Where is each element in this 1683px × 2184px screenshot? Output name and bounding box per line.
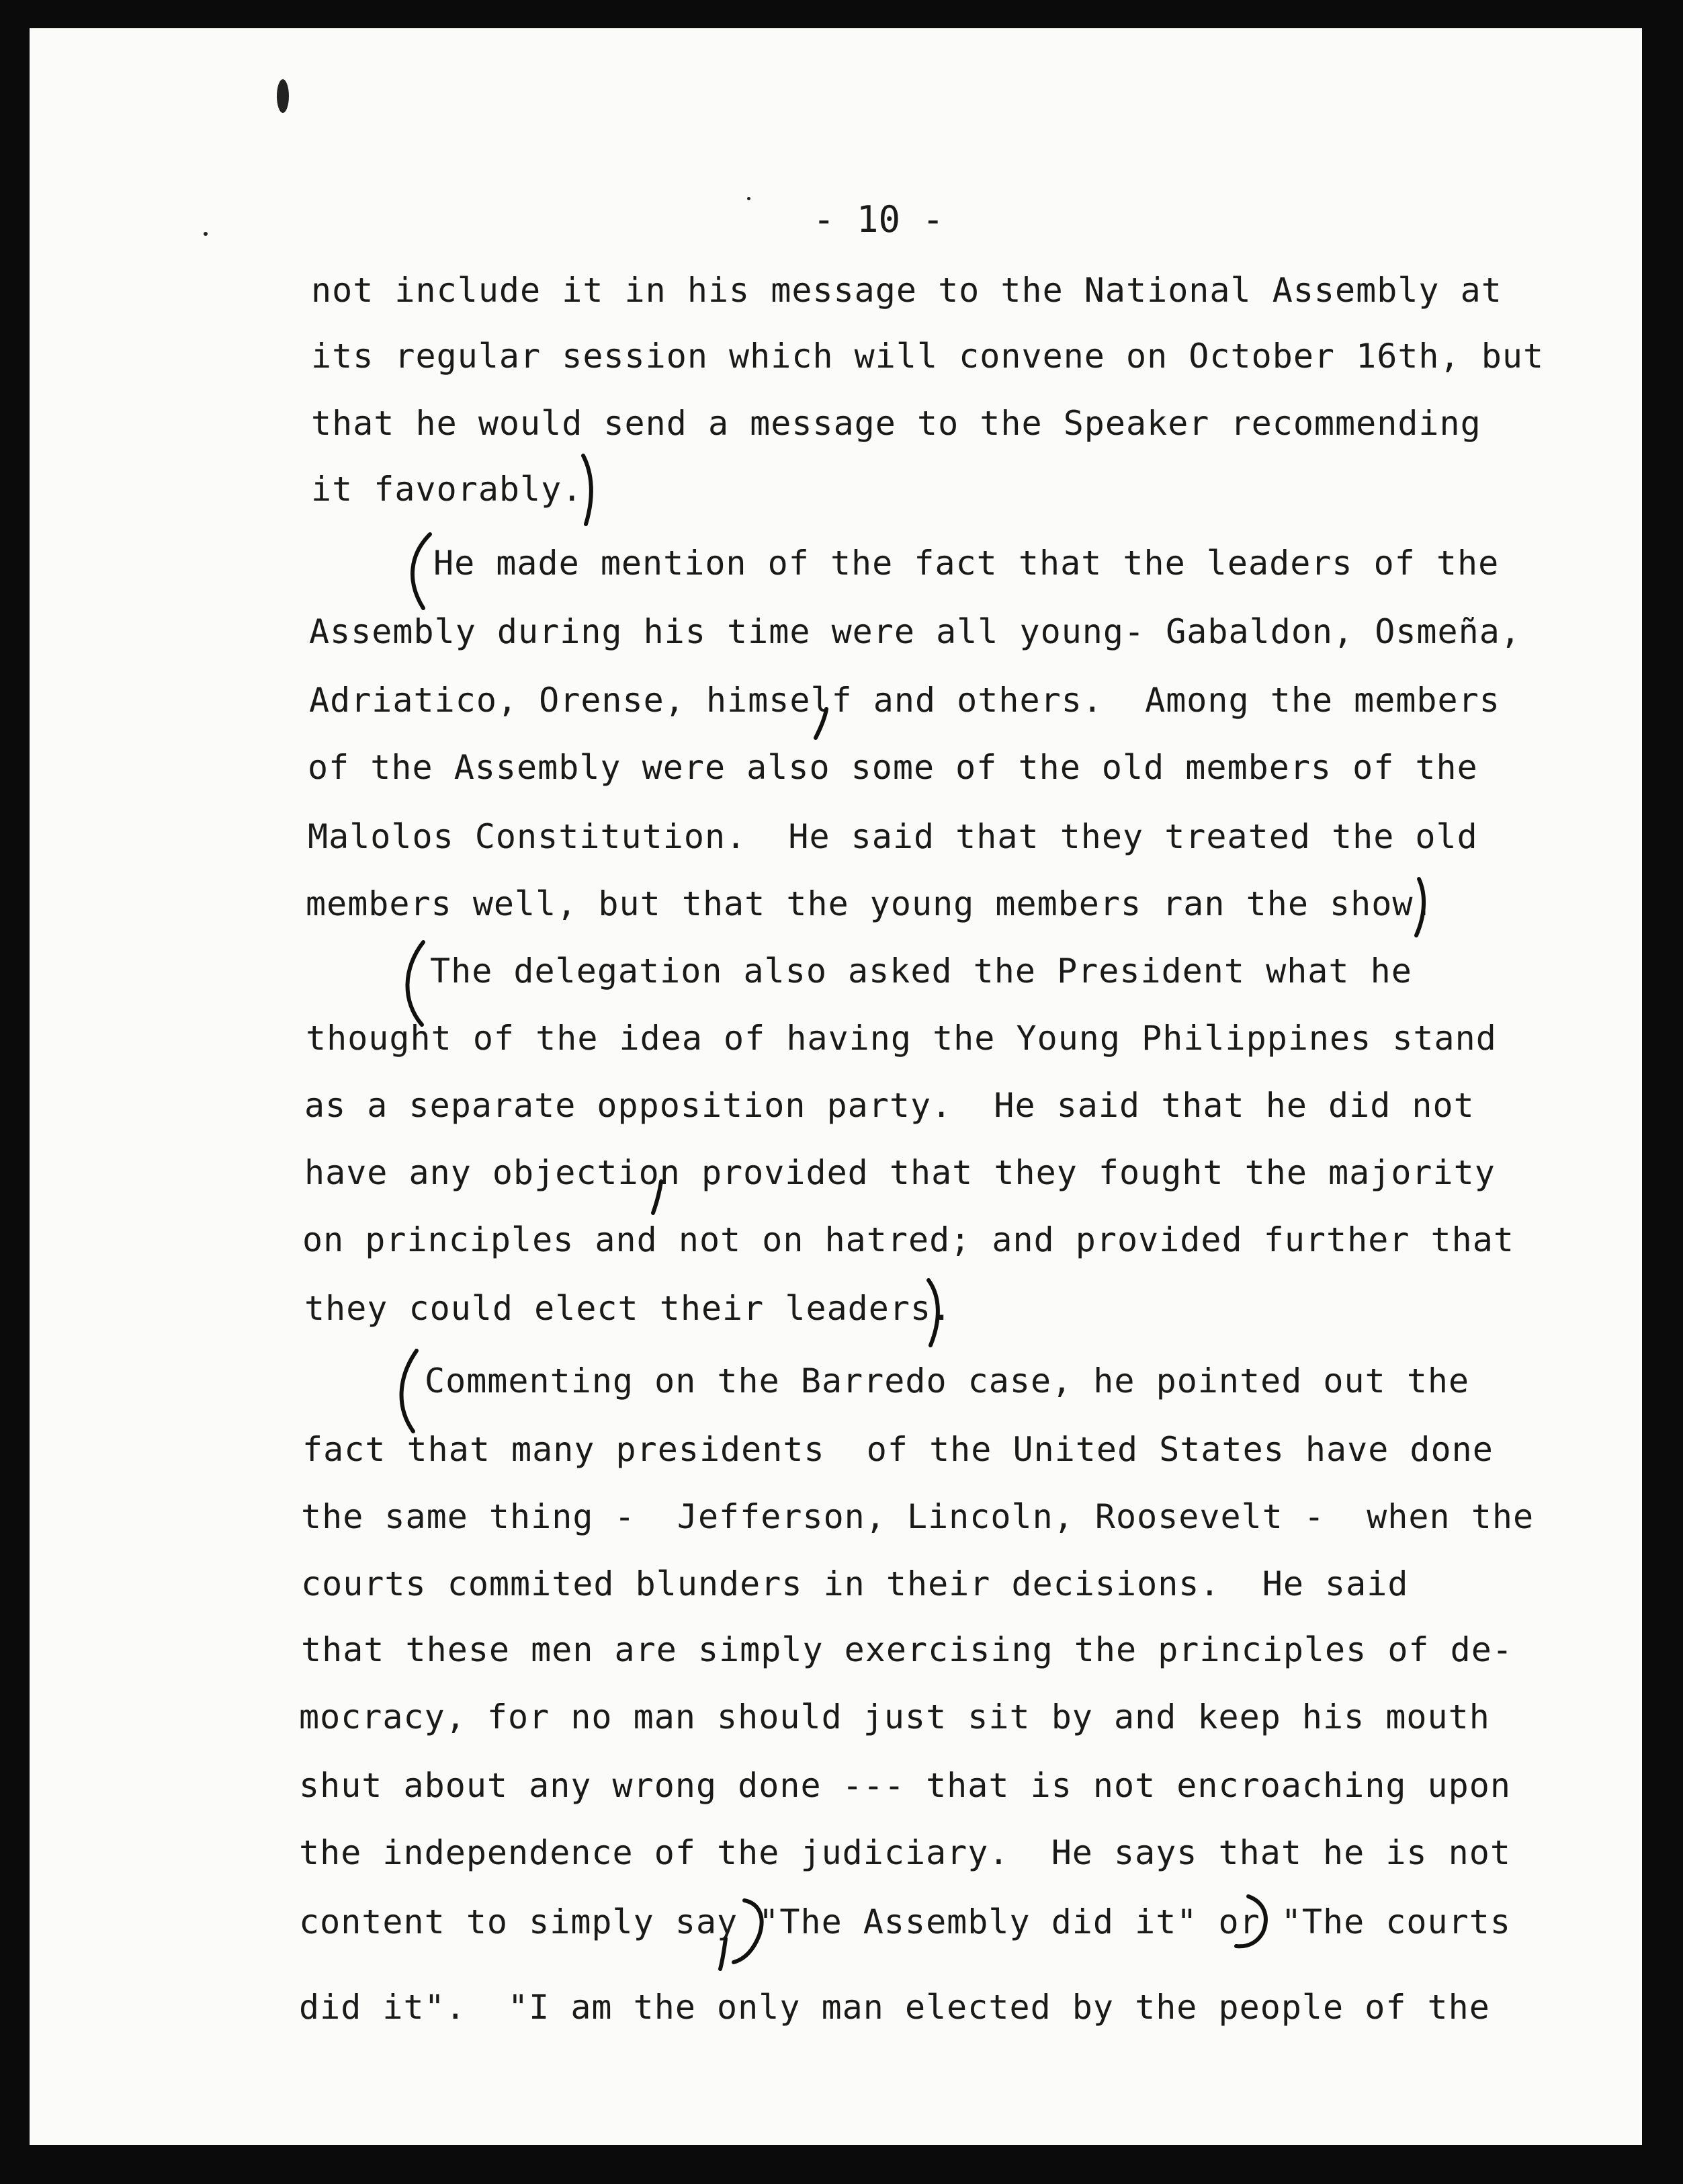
text-line: that these men are simply exercising the principles of de- [301,1630,1513,1669]
text-line: Adriatico, Orense, himself and others. Among the members [309,681,1500,720]
text-line: The delegation also asked the President what he [430,952,1412,991]
text-line: Malolos Constitution. He said that they treated the old [308,817,1478,856]
text-line: on principles and not on hatred; and provided further that [302,1220,1514,1259]
text-line: courts commited blunders in their decisions. He said [301,1564,1409,1603]
text-line: as a separate opposition party. He said that he did not [304,1086,1475,1125]
text-line: Assembly during his time were all young- Gabaldon, Osmeña, [309,612,1521,651]
text-line: its regular session which will convene on October 16th, but [311,337,1545,376]
comma-insert-mark [653,1181,661,1213]
close-bracket-mark [929,1280,938,1345]
text-line: it favorably. [311,470,583,509]
text-line: thought of the idea of having the Young Philippines stand [306,1019,1497,1058]
close-bracket-mark [583,456,591,524]
text-line: shut about any wrong done --- that is not encroaching upon [299,1766,1511,1805]
text-line: mocracy, for no man should just sit by and keep his mouth [299,1697,1490,1736]
text-line: fact that many presidents of the United States have done [302,1430,1494,1469]
capital-t-mark [734,1900,762,1962]
text-line: that he would send a message to the Speaker recommending [311,404,1481,443]
text-line: did it". "I am the only man elected by the people of the [299,1988,1490,2027]
open-bracket-mark [407,942,423,1025]
text-line: Commenting on the Barredo case, he pointed out the [425,1361,1470,1400]
text-line: not include it in his message to the National Assembly at [311,271,1502,310]
text-line: content to simply say "The Assembly did it" or "The courts [299,1902,1511,1941]
text-line: He made mention of the fact that the leaders of the [433,544,1500,583]
text-line: of the Assembly were also some of the old members of the [308,748,1478,787]
text-line: they could elect their leaders. [304,1289,953,1328]
text-line: members well, but that the young members ran the show. [306,884,1434,923]
open-bracket-mark [402,1351,417,1431]
capital-t-mark [1236,1896,1266,1946]
open-bracket-mark [413,534,430,608]
comma-insert-mark [816,709,826,738]
text-line: the independence of the judiciary. He says that he is not [299,1833,1511,1872]
comma-insert-mark [720,1939,726,1969]
text-line: the same thing - Jefferson, Lincoln, Roosevelt - when the [301,1497,1535,1536]
text-line: have any objection provided that they fought the majority [304,1153,1496,1192]
close-bracket-mark [1416,879,1424,935]
page-number: - 10 - [813,198,945,241]
